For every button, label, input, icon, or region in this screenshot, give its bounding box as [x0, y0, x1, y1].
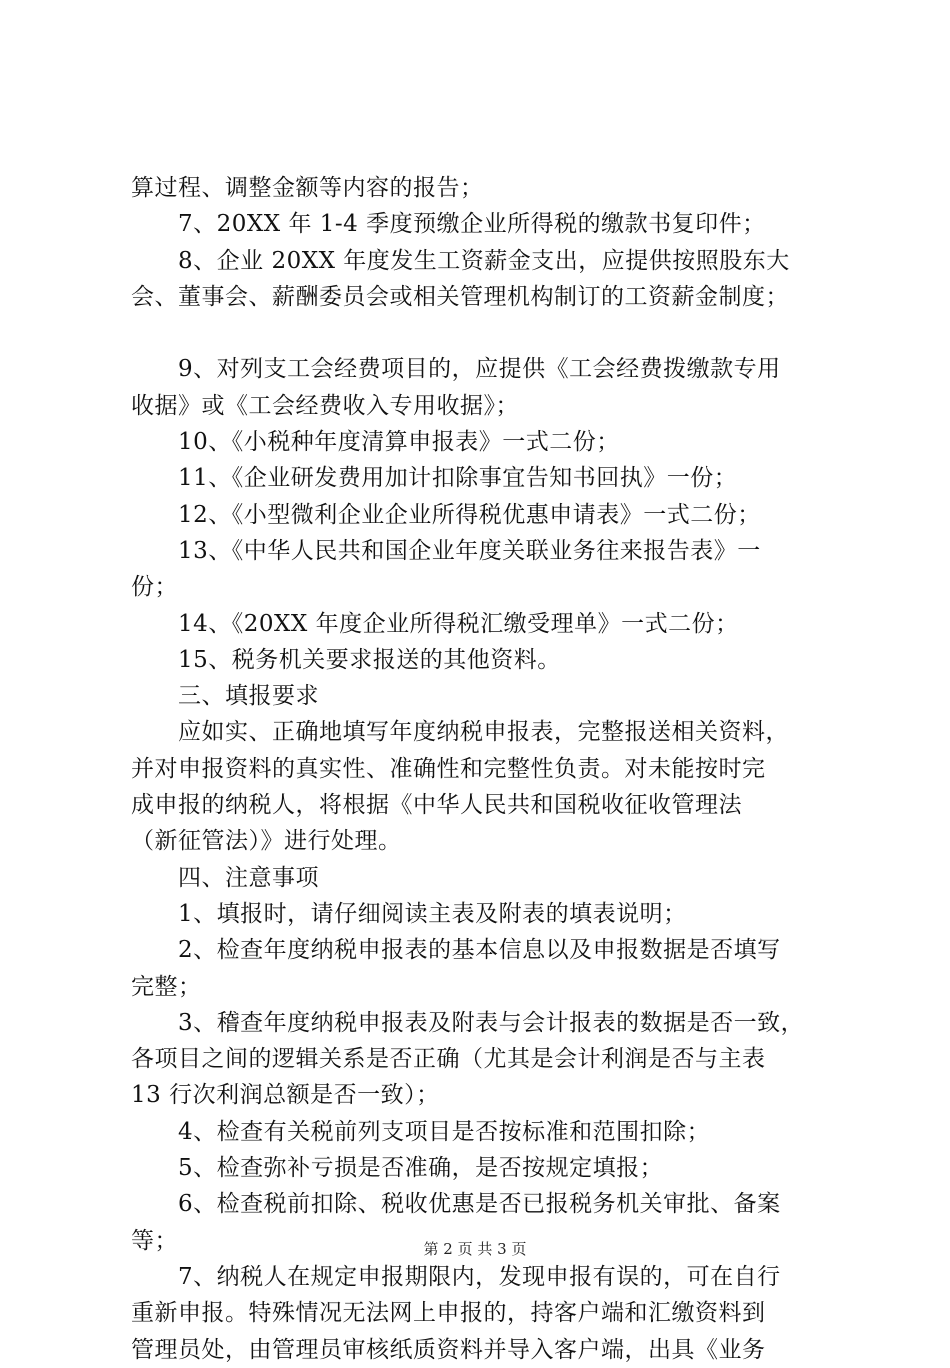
text-line: 份； — [131, 574, 178, 601]
text-line: 15、税务机关要求报送的其他资料。 — [178, 646, 561, 673]
page-footer: 第 2 页 共 3 页 — [423, 1240, 527, 1258]
text-line: 9、对列支工会经费项目的，应提供《工会经费拨缴款专用 — [178, 356, 781, 383]
text-line: 1、填报时，请仔细阅读主表及附表的填表说明； — [178, 900, 687, 927]
text-line: 3、稽查年度纳税申报表及附表与会计报表的数据是否一致， — [178, 1009, 805, 1036]
text-line: 7、20XX 年 1-4 季度预缴企业所得税的缴款书复印件； — [178, 211, 766, 238]
text-line: 12、《小型微利企业企业所得税优惠申请表》一式二份； — [178, 501, 761, 528]
text-line: 2、检查年度纳税申报表的基本信息以及申报数据是否填写 — [178, 937, 781, 964]
text-line: 算过程、调整金额等内容的报告； — [131, 175, 484, 201]
text-line: 11、《企业研发费用加计扣除事宜告知书回执》一份； — [178, 465, 738, 492]
text-line: 管理员处，由管理员审核纸质资料并导入客户端，出具《业务 — [131, 1336, 766, 1363]
text-line: 5、检查弥补亏损是否准确，是否按规定填报； — [178, 1155, 664, 1182]
text-line: 14、《20XX 年度企业所得税汇缴受理单》一式二份； — [178, 610, 739, 637]
text-line: 13 行次利润总额是否一致）； — [131, 1082, 440, 1109]
text-line: 成申报的纳税人，将根据《中华人民共和国税收征收管理法 — [131, 792, 742, 819]
text-line: 三、填报要求 — [178, 683, 319, 710]
text-line: 8、企业 20XX 年度发生工资薪金支出，应提供按照股东大 — [178, 247, 790, 274]
text-line: 会、董事会、薪酬委员会或相关管理机构制订的工资薪金制度； — [131, 283, 789, 310]
blank-line — [131, 315, 831, 351]
text-line: 13、《中华人民共和国企业年度关联业务往来报告表》一 — [178, 537, 761, 564]
text-line: 重新申报。特殊情况无法网上申报的，持客户端和汇缴资料到 — [131, 1300, 766, 1327]
text-line: 7、纳税人在规定申报期限内，发现申报有误的，可在自行 — [178, 1263, 781, 1290]
text-line: （新征管法）》进行处理。 — [131, 828, 402, 855]
text-line: 应如实、正确地填写年度纳税申报表，完整报送相关资料， — [178, 719, 789, 746]
text-line: 4、检查有关税前列支项目是否按标准和范围扣除； — [178, 1118, 711, 1145]
text-line: 完整； — [131, 973, 202, 1000]
text-line: 6、检查税前扣除、税收优惠是否已报税务机关审批、备案 — [178, 1191, 781, 1218]
document-body — [131, 170, 831, 1368]
text-line: 收据》或《工会经费收入专用收据》； — [131, 392, 519, 419]
text-line: 等； — [131, 1227, 178, 1254]
text-line: 四、注意事项 — [178, 864, 319, 891]
text-line: 10、《小税种年度清算申报表》一式二份； — [178, 429, 620, 456]
text-line: 各项目之间的逻辑关系是否正确（尤其是会计利润是否与主表 — [131, 1046, 766, 1073]
text-line: 并对申报资料的真实性、准确性和完整性负责。对未能按时完 — [131, 755, 766, 782]
